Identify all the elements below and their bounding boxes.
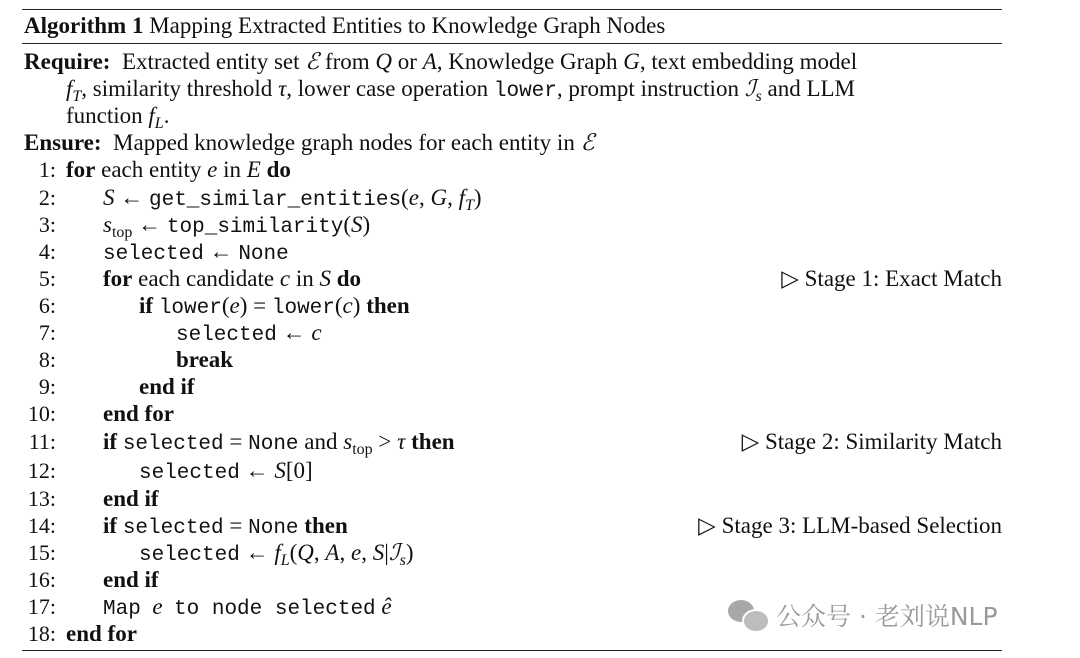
line-number: 4: <box>38 239 56 264</box>
require-line-3: function $f_L$. <box>66 103 170 132</box>
code-line-5: for each candidate c in S do <box>103 266 362 291</box>
line-number: 3: <box>38 212 56 237</box>
line-number: 15: <box>27 540 56 565</box>
code-line-2: S ← get_similar_entities(e, G, $f_T$) <box>103 185 482 214</box>
line-number: 12: <box>27 458 56 483</box>
line-number: 2: <box>38 185 56 210</box>
stage-2-comment: ▷ Stage 2: Similarity Match <box>741 429 1002 454</box>
code-line-15: selected ← $f_L(Q$, A, e, S|ℐ$_s$) <box>139 540 414 569</box>
line-number: 7: <box>38 320 56 345</box>
code-line-4: selected ← None <box>103 239 289 266</box>
code-line-1: for each entity e in E do <box>66 157 291 182</box>
require-line-2: $f_T$, similarity threshold τ, lower case operation lower, prompt instruction ℐ$_s$ and LLM <box>66 76 856 105</box>
line-number: 11: <box>28 429 56 454</box>
line-number: 5: <box>38 266 56 291</box>
code-line-7: selected ← c <box>176 320 322 347</box>
code-line-6: if lower(e) = lower(c) then <box>139 293 410 320</box>
require-line-1 <box>24 48 857 75</box>
code-line-16: end if <box>103 567 159 592</box>
line-number: 8: <box>38 347 56 372</box>
algorithm-label: Algorithm 1 <box>24 13 144 38</box>
line-number: 6: <box>38 293 56 318</box>
code-line-10: end for <box>103 401 174 426</box>
ensure-keyword: Ensure: <box>24 130 102 155</box>
top-rule <box>22 9 1002 10</box>
code-line-11: if selected = None and $s_{top} > \tau$ then <box>103 429 455 458</box>
line-number: 14: <box>27 513 56 538</box>
code-line-13: end if <box>103 486 159 511</box>
line-number: 13: <box>27 486 56 511</box>
line-number: 9: <box>38 374 56 399</box>
algorithm-heading <box>24 12 665 39</box>
code-line-14: if selected = None then <box>103 513 348 540</box>
require-keyword: Require: <box>24 49 111 74</box>
code-line-17: Map e to node selected ê <box>103 594 392 621</box>
ensure-line: Ensure: Mapped knowledge graph nodes for each entity in ℰ <box>24 130 595 155</box>
line-number: 18: <box>27 621 56 646</box>
watermark <box>728 597 998 633</box>
require-text-1: Extracted entity set ℰ from Q or A, Knowledge Graph G, text embedding model <box>116 49 858 74</box>
line-number: 16: <box>27 567 56 592</box>
algorithm-title: Mapping Extracted Entities to Knowledge Graph Nodes <box>149 13 666 38</box>
stage-1-comment: ▷ Stage 1: Exact Match <box>781 266 1002 291</box>
code-line-12: selected ← S[0] <box>139 458 313 485</box>
code-line-3: $s_{top}$ ← top_similarity(S) <box>103 212 371 241</box>
bottom-rule <box>22 650 1002 651</box>
watermark-text: 公众号 · 老刘说NLP <box>776 602 998 631</box>
wechat-icon <box>728 598 768 632</box>
stage-3-comment: ▷ Stage 3: LLM-based Selection <box>698 513 1002 538</box>
line-number: 10: <box>27 401 56 426</box>
code-line-18: end for <box>66 621 137 646</box>
line-number: 1: <box>38 157 56 182</box>
line-number: 17: <box>27 594 56 619</box>
code-line-9: end if <box>139 374 195 399</box>
code-line-8: break <box>176 347 234 372</box>
title-rule <box>22 43 1002 44</box>
